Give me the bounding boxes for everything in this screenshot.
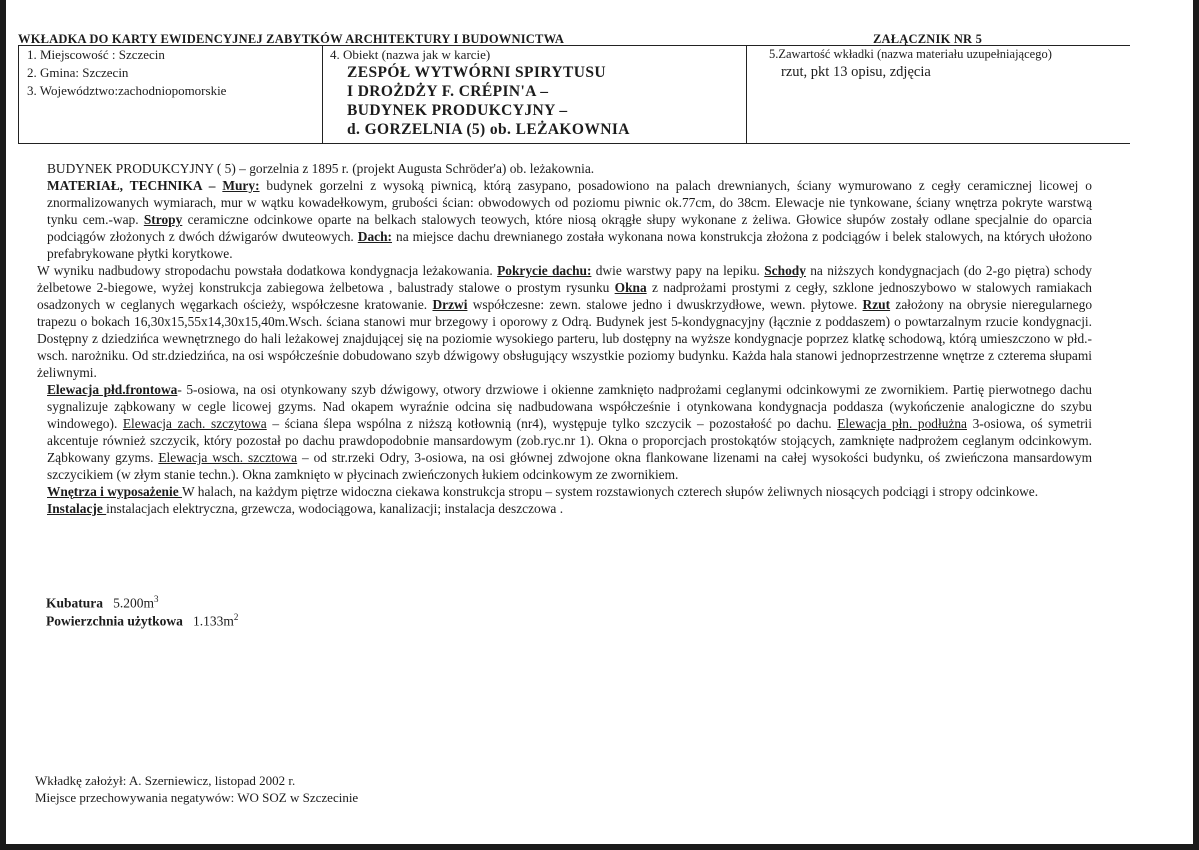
usable-area-unit-exponent: 2	[233, 612, 239, 622]
ceilings-text: ceramiczne odcinkowe oparte na belkach stalowych teowych, które niosą okrągłe słupy wykonane z żeliwa. Głowice słupów zostały odlane specjalnie do oparcia podciągów złożonych z dwóch dźwigarów dwuteowych.	[47, 212, 1092, 244]
intro-text: BUDYNEK PRODUKCYJNY ( 5) – gorzelnia z 1895 r. (projekt Augusta Schröder'a) ob. leżakownia.	[47, 161, 595, 176]
object-name-line-1: ZESPÓŁ WYTWÓRNI SPIRYTUSU	[347, 64, 606, 81]
roofing-text: dwie warstwy papy na lepiku.	[591, 263, 765, 278]
roof-label: Dach:	[357, 229, 392, 244]
material-paragraph	[47, 177, 1092, 262]
volume-label: Kubatura	[46, 595, 104, 611]
object-cell	[322, 46, 747, 143]
object-name-line-3: BUDYNEK PRODUKCYJNY –	[347, 102, 568, 119]
interiors-paragraph	[47, 483, 1092, 500]
volume-row	[46, 594, 159, 612]
extension-paragraph	[37, 262, 1092, 381]
installations-text: instalacjach elektryczna, grzewcza, wodociągowa, kanalizacji; instalacja deszczowa .	[106, 501, 564, 516]
front-elevation-label: Elewacja płd.frontowa	[47, 382, 178, 397]
scan-border-left	[0, 0, 6, 850]
east-elevation-label: Elewacja wsch. szcztowa	[158, 450, 298, 465]
document-title: WKŁADKA DO KARTY EWIDENCYJNEJ ZABYTKÓW ARCHITEKTURY I BUDOWNICTWA	[18, 32, 565, 46]
scan-border-right	[1193, 0, 1199, 850]
volume-value: 5.200m	[113, 595, 155, 611]
interiors-label: Wnętrza i wyposażenie	[47, 484, 182, 499]
roof-text: na miejsce dachu drewnianego została wykonana nowa konstrukcja złożona z podciągów i belek stalowych, na których ułożono prefabrykowane płytki korytkowe.	[47, 229, 1092, 261]
identification-table	[18, 45, 1130, 144]
doors-label: Drzwi	[432, 297, 468, 312]
location-cell	[18, 46, 323, 143]
location-voivodeship: 3. Województwo:zachodniopomorskie	[27, 83, 227, 98]
front-elevation-text: - 5-osiowa, na osi otynkowany szyb dźwigowy, otwory drzwiowe i okienne zamknięto nadprożami ceglanymi odcinkowymi ze zwornikiem. Partię pierwotnego dachu sygnalizuje ząbkowany w cegle licowej gzyms. Nad okapem wyraźnie odcina się nadbudowana współcześnie i otynkowana kondygnacja poddasza (wykończenie analogiczne do szybu windowego).	[47, 382, 1092, 431]
walls-label: Mury:	[222, 178, 260, 193]
contents-cell	[747, 46, 1130, 143]
footer-negatives-location: Miejsce przechowywania negatywów: WO SOZ w Szczecinie	[35, 790, 359, 805]
north-elevation-label: Elewacja płn. podłużna	[837, 416, 968, 431]
volume-unit-exponent: 3	[154, 594, 159, 604]
location-municipality: 2. Gmina: Szczecin	[27, 65, 129, 80]
walls-text: budynek gorzelni z wysoką piwnicą, którą zasypano, posadowiono na palach drewnianych, ściany wymurowano z cegły ceramicznej licowej o znormalizowanych wymiarach, mur w wątku kowadełkowym, grubości ścian: obwodowych od poziomu piwnic ok.77cm, do 38cm. Elewacje nie tynkowane, ściany wnętrza pokryte warstwą tynku cem.-wap.	[47, 178, 1092, 227]
east-elevation-text: – od str.rzeki Odry, 3-osiowa, na osi głównej zdwojone okna flankowane lizenami na całej wysokości budynku, oś zwieńczona mansardowym szczycikiem (w złym stanie techn.). Okna zamknięto w płycinach zwieńczonych łukiem odcinkowym ze zwornikiem.	[47, 450, 1093, 482]
material-heading: MATERIAŁ, TECHNIKA –	[47, 178, 223, 193]
west-elevation-text: – ściana ślepa wspólna z niższą kotłownią (nr4), występuje tylko szczycik – pozostałość po dachu.	[266, 416, 838, 431]
doors-text: współczesne: zewn. stalowe jedno i dwuskrzydłowe, wewn. płytowe.	[467, 297, 863, 312]
contents-label: 5.Zawartość wkładki (nazwa materiału uzupełniającego)	[769, 47, 1052, 61]
object-label: 4. Obiekt (nazwa jak w karcie)	[330, 47, 491, 62]
description-body	[37, 160, 1093, 517]
contents-value: rzut, pkt 13 opisu, zdjęcia	[781, 64, 931, 80]
stairs-text: na niższych kondygnacjach (do 2-go piętra) schody żelbetowe 2-biegowe, wyżej konstrukcja zabiegowa żelbetowa , balustrady stalowe o prostym rysunku	[37, 263, 1092, 295]
object-name-line-2: I DROŻDŻY F. CRÉPIN'A –	[347, 83, 549, 100]
north-elevation-text: 3-osiowa, oś symetrii akcentuje również szczycik, który pozostał po dachu prawdopodobnie mansardowym (zob.ryc.nr 1). Okna o proporcjach prostokątów stojących, zamknięte nadprożem ceglanym odcinkowym. Ząbkowany gzyms.	[47, 416, 1092, 465]
footer-author: Wkładkę założył: A. Szerniewicz, listopad 2002 r.	[35, 773, 296, 788]
usable-area-value: 1.133m	[192, 613, 234, 629]
roofing-label: Pokrycie dachu:	[497, 263, 592, 278]
windows-label: Okna	[614, 280, 647, 295]
installations-label: Instalacje	[47, 501, 107, 516]
usable-area-row	[46, 612, 238, 630]
installations-paragraph	[47, 500, 1092, 517]
plan-text: założony na obrysie nieregularnego trapezu o bokach 16,30x15,55x14,30x15,40m.Wsch. ściana stanowi mur brzegowy i oporowy z Odrą. Budynek jest 5-kondygnacyjny (łącznie z poddaszem) o powtarzalnym rzucie kondygnacji. Dostępny z dziedzińca wewnętrznego do hali leżakowej znajdującej się na poziomie wysokiego parteru, lub dostępny na wyższe kondygnacje poprzez klatkę schodową, którą umieszczono w płd.-wsch. narożniku. Od str.dziedzińca, na osi współcześnie dobudowano szyb dźwigowy obsługujący wszystkie poziomy budynku. Każda hala stanowi jednoprzestrzenne wnętrze z czterema słupami żeliwnymi.	[37, 297, 1093, 380]
stairs-label: Schody	[764, 263, 806, 278]
attachment-number: ZAŁĄCZNIK NR 5	[873, 32, 983, 46]
plan-label: Rzut	[862, 297, 891, 312]
usable-area-label: Powierzchnia użytkowa	[46, 613, 183, 629]
ceilings-label: Stropy	[143, 212, 183, 227]
intro-paragraph	[47, 160, 1092, 177]
elevations-paragraph	[47, 381, 1092, 483]
object-name-line-4: d. GORZELNIA (5) ob. LEŻAKOWNIA	[347, 121, 630, 138]
west-elevation-label: Elewacja zach. szczytowa	[122, 416, 267, 431]
windows-text: z nadprożami prostymi z cegły, szklone jednoszybowo w stalowych ramiakach osadzonych w ceglanych węgarkach ościeży, współczesne kratowanie.	[37, 280, 1092, 312]
scan-border-bottom	[0, 844, 1199, 850]
interiors-text: W halach, na każdym piętrze widoczna ciekawa konstrukcja stropu – system rozstawionych czterech słupów żeliwnych niosących podciągi i stropy odcinkowe.	[182, 484, 1039, 499]
extension-text: W wyniku nadbudowy stropodachu powstała dodatkowa kondygnacja leżakowania.	[37, 263, 498, 278]
location-town: 1. Miejscowość : Szczecin	[27, 47, 165, 62]
